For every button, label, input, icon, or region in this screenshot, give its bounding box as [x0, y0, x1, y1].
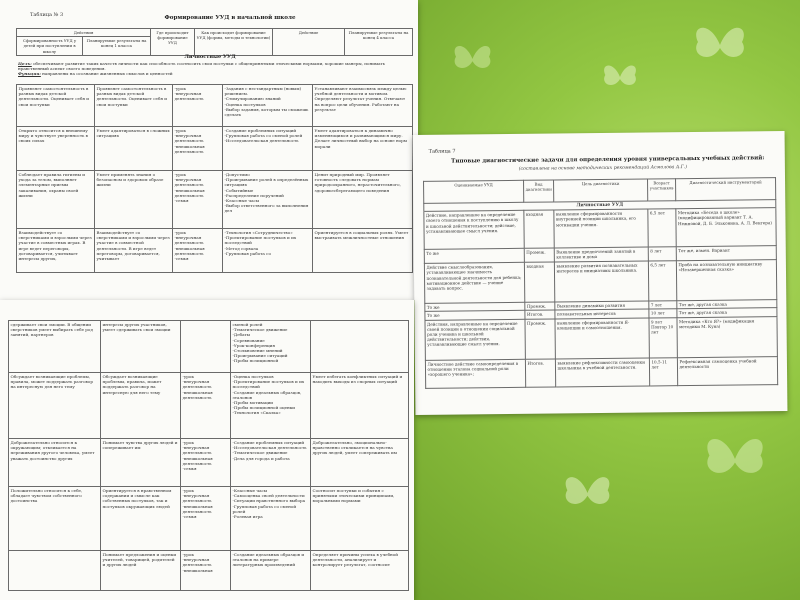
table-cell: Обсуждает возникающие проблемы, правила, может поддержать разговор на интересную для него тему	[9, 373, 101, 439]
diagnostics-table	[423, 177, 778, 388]
column-header: Диагностический инструментарий	[676, 178, 776, 201]
table-cell: -урок -внеурочная деятельность -внешкольная деятельность -семья	[181, 487, 231, 551]
table-cell: Ориентируется в социальных ролях. Умеет выстраивать межличностные отношения	[313, 229, 413, 273]
column-header: Вид диагностики	[524, 180, 554, 202]
column-header: Возраст участников	[648, 179, 676, 201]
document-page-2	[413, 131, 788, 415]
goal-paragraph	[18, 61, 410, 77]
table-cell: Итогов.	[525, 359, 555, 387]
table-row	[9, 551, 409, 591]
table-cell: Методика «Беседа о школе» (модифицированный вариант Т. А. Нежновой, Д. Б. Эльконина, А. Л. Венгера)	[676, 208, 776, 247]
table-cell: сменой ролей -Тематическое движение -Дебаты -Соревнование -Урок-конференция -Столкновение мнений -Проигрывание ситуаций -Пробы позиционной	[231, 321, 311, 373]
table-cell: -урок -внеурочная деятельность -внешкольная деятельность -семья	[173, 171, 223, 229]
table-cell: познавательных интересов	[555, 309, 649, 318]
table-cell: -Оценка поступков -Проектирование поступков и их последствий -Создание идеальных образцов, эталонов -Пробы мотивации -Пробы позиционной оценки -Технология «Сказка»	[231, 373, 311, 439]
table-cell: Умеет избегать конфликтных ситуаций и находить выходы из спорных ситуаций	[311, 373, 409, 439]
table-cell: Проба на познавательную инициативу «Незавершенная сказка»	[676, 260, 776, 301]
table-row	[9, 487, 409, 551]
table-cell: Понимает чувства других людей и сопереживает им	[101, 439, 181, 487]
table-cell: -урок -внеурочная деятельность -внешкольная	[181, 551, 231, 591]
uud-table-header	[16, 28, 413, 56]
table-title: Типовые диагностические задачи для определения уровня универсальных учебных действий:	[451, 155, 765, 165]
table-cell: Определяет причины успеха в учебной деятельности, анализирует и контролирует результат, соотносит	[311, 551, 409, 591]
table-cell: -урок -внеурочная деятельность -внешкольная деятельность -семья	[181, 439, 231, 487]
table-cell: 10 лет	[649, 309, 677, 317]
table-row	[424, 260, 776, 304]
uud-table-continued	[8, 320, 409, 591]
table-row	[17, 171, 413, 229]
table-cell: 6,5 лет	[648, 209, 676, 247]
table-cell: Умеет адаптироваться к динамично изменяющимся и развивающимся миру. Делает личностный выбор на основе норм морали	[313, 127, 413, 171]
table-cell: Тот же, другая сказка	[677, 308, 777, 317]
table-cell: Выявление динамики развития	[555, 301, 649, 310]
table-cell: Доброжелательно относится к окружающим; откликается на переживания другого человека, умеет уважать достоинство других	[9, 439, 101, 487]
table-cell: -урок -внеурочная деятельность	[173, 85, 223, 127]
table-cell: -Технология «Сотрудничество» -Проектирование поступков и их последствий -Метод сорвала -Групповая работа со	[223, 229, 313, 273]
table-cell: Итогов.	[525, 310, 555, 319]
column-header: Сформированность УУД у детей при поступлении в школу	[17, 37, 83, 56]
table-cell: -урок -внеурочная деятельность -внешкольная деятельность	[181, 373, 231, 439]
table-cell: -урок -внеурочная деятельность -внешкольная деятельность	[173, 127, 223, 171]
table-cell: -Создание проблемных ситуаций -Групповая работа со сменой ролей -Исследовательская деятельность	[223, 127, 313, 171]
table-cell: Соблюдает правила гигиены и ухода за телом, выполняет элементарные приемы закаливания, охраны своей жизни	[17, 171, 95, 229]
butterfly-icon	[560, 470, 615, 516]
goal-text: обеспечивают развитие таких качеств личности как способность соотносить свои поступки с общепринятыми этическими нормами, хорошие манеры, понимать нравственный аспект своего поведения.	[18, 61, 386, 72]
table-cell	[311, 321, 409, 373]
table-cell: Действие, направленное на определение своего отношения к поступлению в школу и школьной действительности; действие, устанавливающее смысл учения.	[424, 210, 524, 249]
uud-table-body	[16, 84, 413, 273]
table-cell: Устанавливают взаимосвязь между целью учебной деятельности и мотивом. Определяют результат учения. Отвечают на вопрос цели обучения. Работают на результат	[313, 85, 413, 127]
table-cell: 9 лет Повтор 10 лет	[649, 317, 677, 357]
table-cell: входная	[524, 262, 554, 302]
table-cell: выявление развития познавательных интересов и инициативы школьника.	[554, 261, 648, 302]
table-row	[17, 85, 413, 127]
table-cell: Положительно относится к себе, обладает чувством собственного достоинства	[9, 487, 101, 551]
table-cell: -Допустимо -Проигрывание ролей в определённых ситуациях -Событийные -Распределение поручений -Классные часы -Выбор ответственного за выполнения дел	[223, 171, 313, 229]
column-header: Цель диагностики	[554, 179, 648, 202]
column-header: Оцениваемые УУД	[424, 180, 524, 203]
table-row	[9, 439, 409, 487]
column-header: Планируемые результаты на конец 4 класса	[345, 29, 413, 56]
goal-label: Цель:	[18, 61, 32, 66]
table-cell: Личностное действие самоопределения в отношении эталона социальной роли «хорошего ученика»;	[425, 359, 525, 388]
butterfly-icon	[700, 430, 770, 488]
table-cell: интересы других участников, умеет сдерживать свои эмоции	[101, 321, 181, 373]
table-cell: Обсуждает возникающие проблемы, правила, может поддержать разговор на интересную для него тему	[101, 373, 181, 439]
table-cell: входная	[524, 210, 554, 248]
table-cell: выявление сформированности Я-концепции и самоотношения.	[555, 318, 649, 359]
table-cell: Умеет адаптироваться в сложных ситуациях	[95, 127, 173, 171]
table-cell: 7 лет	[649, 301, 677, 309]
functions-label: Функции:	[18, 71, 41, 77]
table-cell: выявление рефлексивности самооценки школьника в учебной деятельности.	[555, 358, 649, 387]
table-row	[9, 373, 409, 439]
table-cell: Действия, направленные на определение своей позиции в отношении социальной роли ученика и школьной действительности; действия, устанавливающие смысл учения.	[425, 319, 525, 360]
table-cell: 6,5 лет	[648, 261, 676, 301]
table-cell: Промеж.	[524, 248, 554, 262]
table-subtitle: (составлена на основе методических рекомендаций Асмолова А.Г.)	[518, 165, 688, 172]
table-cell: Соотносит поступки и события с принятыми этическими принципами, моральными нормами	[311, 487, 409, 551]
column-group-header: Действия	[17, 29, 151, 37]
table-row	[9, 321, 409, 373]
table-cell: Проявляет самостоятельность в разных видах детской деятельности. Оценивает себя и свои поступки	[95, 85, 173, 127]
table-row	[425, 356, 777, 388]
table-cell: То же	[425, 311, 525, 320]
table-cell: -Создание идеальных образцов и эталонов на примере литературных произведений	[231, 551, 311, 591]
column-header: Действие	[273, 29, 345, 56]
column-header: Где происходит формирование УУД	[151, 29, 195, 56]
butterfly-icon	[450, 40, 495, 78]
table-row	[17, 127, 413, 171]
table-cell: Методика «Кто Я?» (модификация методики М. Куна)	[677, 316, 777, 357]
table-cell: Умеет применять знания о безопасном и здоровом образе жизни	[95, 171, 173, 229]
functions-text: направлены на осознание жизненных смыслов и ценностей	[42, 71, 173, 77]
table-cell	[181, 321, 231, 373]
table-cell: Промеж.	[525, 302, 555, 311]
table-cell: -Задания с нестандартным (новым) решением. -Стимулированию знаний -Оценка поступков -Выбор задания, которым ты сможешь сделать	[223, 85, 313, 127]
document-page-1	[0, 0, 418, 300]
table-cell: Промеж.	[525, 319, 555, 359]
table-cell: -Создание проблемных ситуаций -Исследовательская деятельность -Тематическое движение -Дела для города и работа	[231, 439, 311, 487]
table-cell: Выявление предпочтений занятий в коллективе и дома	[554, 247, 648, 262]
table-cell: -Классные часы -Самооценка своей деятельности -Ситуации нравственного выбора -Групповая работа со сменой ролей -Ролевая игра	[231, 487, 311, 551]
table-row	[424, 208, 776, 250]
table-cell: Доброжелательно, эмоционально-нравственно откликается на чувства других людей, умеет сопереживать им	[311, 439, 409, 487]
table-cell: То же	[424, 248, 524, 263]
table-cell: Взаимодействует со сверстниками и взрослыми через участие в совместных играх. В игре ведет переговоры, договаривается, учитывает интересы других,	[17, 229, 95, 273]
column-header: Планируемые результаты на конец 1 класса	[83, 37, 151, 56]
table-cell: Тот же, другая сказка	[677, 300, 777, 309]
section-title: Личностные УУД	[424, 200, 776, 212]
table-cell: Проявляет самостоятельность в разных видах детской деятельности. Оценивает себя и свои поступки	[17, 85, 95, 127]
table-cell: Ориентируется в нравственном содержании и смысле как собственных поступков, так и поступков окружающих людей	[101, 487, 181, 551]
table-cell: 8 лет	[648, 247, 676, 261]
table-row	[425, 316, 777, 360]
table-cell: Ценит природный мир. Проявляет готовность следовать нормам природоохранного, нерасточительного, здоровьесберегающего поведения	[313, 171, 413, 229]
butterfly-icon	[600, 60, 640, 94]
table-row	[17, 229, 413, 273]
table-cell: выявление сформированности внутренней позиции школьника, его мотивации учения.	[554, 209, 648, 248]
butterfly-icon	[690, 20, 750, 70]
table-cell: Действие смыслообразования, устанавливающее значимость познавательной деятельности для ребенка; мотивационное действие — учение задавать вопрос.	[424, 262, 524, 303]
table-cell: 10,5-11 лет	[649, 357, 677, 385]
table-title: Формирование УУД в начальной школе	[164, 15, 296, 21]
table-cell: Понимает предложения и оценки учителей, товарищей, родителей и других людей	[101, 551, 181, 591]
table-cell: Рефлексивная самооценка учебной деятельности	[677, 356, 777, 385]
table-cell: Тот же, измен. Вариант	[676, 246, 776, 261]
section-title: Личностные УУД	[184, 54, 236, 60]
column-header: Как происходит формирование УУД (формы, методы и технологии)	[195, 29, 273, 56]
table-cell: То же	[425, 302, 525, 311]
table-cell: -урок -внеурочная деятельность -внешкольная деятельность -семья	[173, 229, 223, 273]
table-cell	[9, 551, 101, 591]
document-page-3	[0, 300, 414, 600]
table-cell: Открыто относится к внешнему миру и чувствует уверенность в своих силах	[17, 127, 95, 171]
table-number: Таблица № 3	[30, 12, 64, 18]
table-cell: Взаимодействует со сверстниками и взрослыми через участие в совместной деятельности. В игре ведет переговоры, договаривается, учитывает	[95, 229, 173, 273]
table-number: Таблица 7	[428, 148, 456, 155]
table-cell: сдерживает свои эмоции. В общении сверстников умеет выбирать себе род занятий, партнеров	[9, 321, 101, 373]
